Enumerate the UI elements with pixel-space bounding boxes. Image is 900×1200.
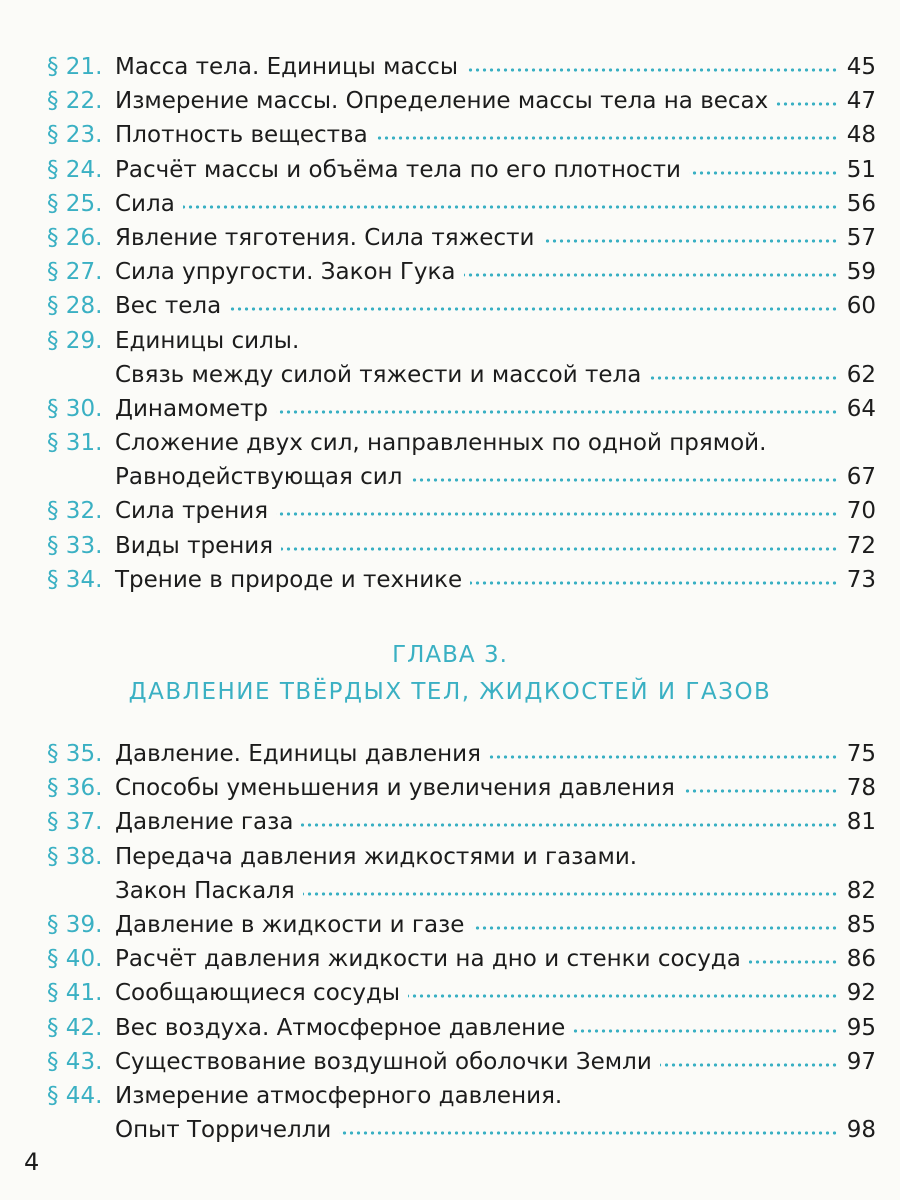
section-title: Передача давления жидкостями и газами. xyxy=(115,843,638,870)
section-number: § 40. xyxy=(47,946,103,973)
section-number: § 36. xyxy=(47,775,103,802)
section-number: § 23. xyxy=(47,122,103,149)
section-page-number: 95 xyxy=(846,1014,876,1041)
toc-entry-line xyxy=(0,494,900,528)
toc-entry-line xyxy=(0,460,900,494)
section-title: Давление газа xyxy=(115,809,294,836)
dot-leader xyxy=(489,755,838,759)
section-title: Масса тела. Единицы массы xyxy=(115,54,458,80)
section-title: Давление в жидкости и газе xyxy=(115,911,465,938)
toc-entry-line xyxy=(0,221,900,255)
dot-leader xyxy=(573,1029,838,1033)
section-number: § 32. xyxy=(47,498,103,525)
toc-entry[interactable] xyxy=(0,908,900,942)
dot-leader xyxy=(689,171,838,175)
toc-entry-line xyxy=(0,324,900,358)
section-page-number: 64 xyxy=(846,395,876,422)
section-title: Явление тяготения. Сила тяжести xyxy=(115,224,535,251)
section-number: § 43. xyxy=(47,1048,103,1075)
section-page-number: 45 xyxy=(846,54,876,80)
section-number: § 41. xyxy=(47,980,103,1007)
section-page-number: 60 xyxy=(846,293,876,320)
section-number: § 24. xyxy=(47,156,103,183)
toc-entry[interactable] xyxy=(0,942,900,976)
section-page-number: 51 xyxy=(846,156,876,183)
section-title: Вес воздуха. Атмосферное давление xyxy=(115,1014,566,1041)
toc-entry[interactable] xyxy=(0,50,900,84)
section-page-number: 75 xyxy=(846,741,876,768)
section-number: § 22. xyxy=(47,88,103,115)
toc-entry-line xyxy=(0,84,900,118)
toc-entry-line xyxy=(0,942,900,976)
section-title: Единицы силы. xyxy=(115,327,300,354)
dot-leader xyxy=(776,102,838,106)
toc-entry-line xyxy=(0,153,900,187)
dot-leader xyxy=(276,512,838,516)
dot-leader xyxy=(749,960,838,964)
section-title: Опыт Торричелли xyxy=(115,1117,332,1144)
toc-entry[interactable] xyxy=(0,118,900,152)
section-page-number: 82 xyxy=(846,877,876,904)
section-title: Трение в природе и технике xyxy=(115,566,463,593)
toc-entry[interactable] xyxy=(0,1079,900,1147)
section-page-number: 72 xyxy=(846,532,876,559)
toc-entry[interactable] xyxy=(0,494,900,528)
section-page-number: 92 xyxy=(846,980,876,1007)
toc-group-2 xyxy=(0,737,900,1147)
dot-leader xyxy=(301,823,838,827)
toc-entry[interactable] xyxy=(0,255,900,289)
section-number: § 37. xyxy=(47,809,103,836)
section-title: Сложение двух сил, направленных по одной прямой. xyxy=(115,430,767,457)
section-page-number: 47 xyxy=(846,88,876,115)
toc-entry-line xyxy=(0,737,900,771)
section-number: § 30. xyxy=(47,395,103,422)
toc-entry-line xyxy=(0,392,900,426)
toc-entry-line xyxy=(0,805,900,839)
toc-entry[interactable] xyxy=(0,187,900,221)
section-number: § 39. xyxy=(47,911,103,938)
section-page-number: 81 xyxy=(846,809,876,836)
dot-leader xyxy=(276,410,838,414)
section-number: § 26. xyxy=(47,224,103,251)
section-page-number: 78 xyxy=(846,775,876,802)
section-title: Сообщающиеся сосуды xyxy=(115,980,401,1007)
toc-entry[interactable] xyxy=(0,976,900,1010)
toc-entry[interactable] xyxy=(0,1011,900,1045)
toc-entry-line xyxy=(0,255,900,289)
dot-leader xyxy=(472,926,838,930)
section-number: § 29. xyxy=(47,327,103,354)
section-page-number: 48 xyxy=(846,122,876,149)
toc-entry-line xyxy=(0,771,900,805)
dot-leader xyxy=(339,1131,838,1135)
section-title: Вес тела xyxy=(115,293,222,320)
dot-leader xyxy=(183,205,838,209)
section-page-number: 59 xyxy=(846,259,876,286)
section-page-number: 67 xyxy=(846,464,876,491)
section-page-number: 62 xyxy=(846,361,876,388)
section-title: Сила трения xyxy=(115,498,269,525)
section-number: § 44. xyxy=(47,1082,103,1109)
dot-leader xyxy=(542,239,838,243)
toc-entry[interactable] xyxy=(0,1045,900,1079)
toc-entry[interactable] xyxy=(0,563,900,597)
section-page-number: 97 xyxy=(846,1048,876,1075)
toc-entry-line xyxy=(0,426,900,460)
section-title: Динамометр xyxy=(115,395,268,422)
toc-entry-line xyxy=(0,1113,900,1147)
section-number: § 31. xyxy=(47,430,103,457)
toc-entry-line xyxy=(0,50,900,84)
dot-leader xyxy=(649,376,838,380)
dot-leader xyxy=(376,136,838,140)
toc-entry-line xyxy=(0,908,900,942)
toc-entry-line xyxy=(0,358,900,392)
toc-entry[interactable] xyxy=(0,426,900,494)
toc-entry-line xyxy=(0,1045,900,1079)
section-title: Способы уменьшения и увеличения давления xyxy=(115,775,675,802)
section-title: Сила xyxy=(115,190,175,217)
section-title: Существование воздушной оболочки Земли xyxy=(115,1048,652,1075)
section-number: § 34. xyxy=(47,566,103,593)
section-title: Закон Паскаля xyxy=(115,877,295,904)
toc-entry-line xyxy=(0,289,900,323)
dot-leader xyxy=(660,1063,838,1067)
section-title: Сила упругости. Закон Гука xyxy=(115,259,456,286)
section-page-number: 70 xyxy=(846,498,876,525)
dot-leader xyxy=(470,581,838,585)
dot-leader xyxy=(683,789,838,793)
section-title: Давление. Единицы давления xyxy=(115,741,481,768)
section-page-number: 57 xyxy=(846,224,876,251)
section-number: § 28. xyxy=(47,293,103,320)
section-title: Расчёт давления жидкости на дно и стенки сосуда xyxy=(115,946,741,973)
section-number: § 21. xyxy=(47,54,103,80)
toc-entry-line xyxy=(0,118,900,152)
section-number: § 35. xyxy=(47,741,103,768)
toc-entry[interactable] xyxy=(0,84,900,118)
section-title: Измерение массы. Определение массы тела на весах xyxy=(115,88,769,115)
toc-entry[interactable] xyxy=(0,805,900,839)
section-number: § 33. xyxy=(47,532,103,559)
section-page-number: 56 xyxy=(846,190,876,217)
section-number: § 25. xyxy=(47,190,103,217)
table-of-contents xyxy=(0,50,900,1147)
toc-entry-line xyxy=(0,840,900,874)
section-number: § 38. xyxy=(47,843,103,870)
toc-entry-line xyxy=(0,529,900,563)
dot-leader xyxy=(408,994,838,998)
toc-entry[interactable] xyxy=(0,289,900,323)
toc-entry[interactable] xyxy=(0,221,900,255)
section-title: Плотность вещества xyxy=(115,122,368,149)
toc-entry[interactable] xyxy=(0,529,900,563)
toc-entry-line xyxy=(0,187,900,221)
section-number: § 42. xyxy=(47,1014,103,1041)
toc-entry-line xyxy=(0,976,900,1010)
section-title: Связь между силой тяжести и массой тела xyxy=(115,361,642,388)
section-page-number: 86 xyxy=(846,946,876,973)
section-page-number: 73 xyxy=(846,566,876,593)
dot-leader xyxy=(466,68,838,72)
chapter-title: ДАВЛЕНИЕ ТВЁРДЫХ ТЕЛ, ЖИДКОСТЕЙ И ГАЗОВ xyxy=(128,679,772,706)
dot-leader xyxy=(229,307,838,311)
toc-entry[interactable] xyxy=(0,737,900,771)
dot-leader xyxy=(464,273,838,277)
chapter-heading xyxy=(0,597,900,737)
toc-entry[interactable] xyxy=(0,153,900,187)
toc-entry-line xyxy=(0,563,900,597)
section-title: Равнодействующая сил xyxy=(115,464,403,491)
toc-entry-line xyxy=(0,1011,900,1045)
chapter-number: ГЛАВА 3. xyxy=(392,642,508,669)
toc-entry-line xyxy=(0,874,900,908)
toc-entry[interactable] xyxy=(0,392,900,426)
dot-leader xyxy=(410,478,838,482)
section-page-number: 85 xyxy=(846,911,876,938)
toc-entry[interactable] xyxy=(0,324,900,392)
section-title: Виды трения xyxy=(115,532,274,559)
dot-leader xyxy=(303,892,838,896)
section-title: Измерение атмосферного давления. xyxy=(115,1082,563,1109)
toc-entry-line xyxy=(0,1079,900,1113)
toc-entry[interactable] xyxy=(0,771,900,805)
page-number: 4 xyxy=(24,1148,40,1176)
section-page-number: 98 xyxy=(846,1117,876,1144)
section-title: Расчёт массы и объёма тела по его плотности xyxy=(115,156,681,183)
toc-group-1 xyxy=(0,50,900,597)
section-number: § 27. xyxy=(47,259,103,286)
toc-entry[interactable] xyxy=(0,840,900,908)
dot-leader xyxy=(281,547,838,551)
